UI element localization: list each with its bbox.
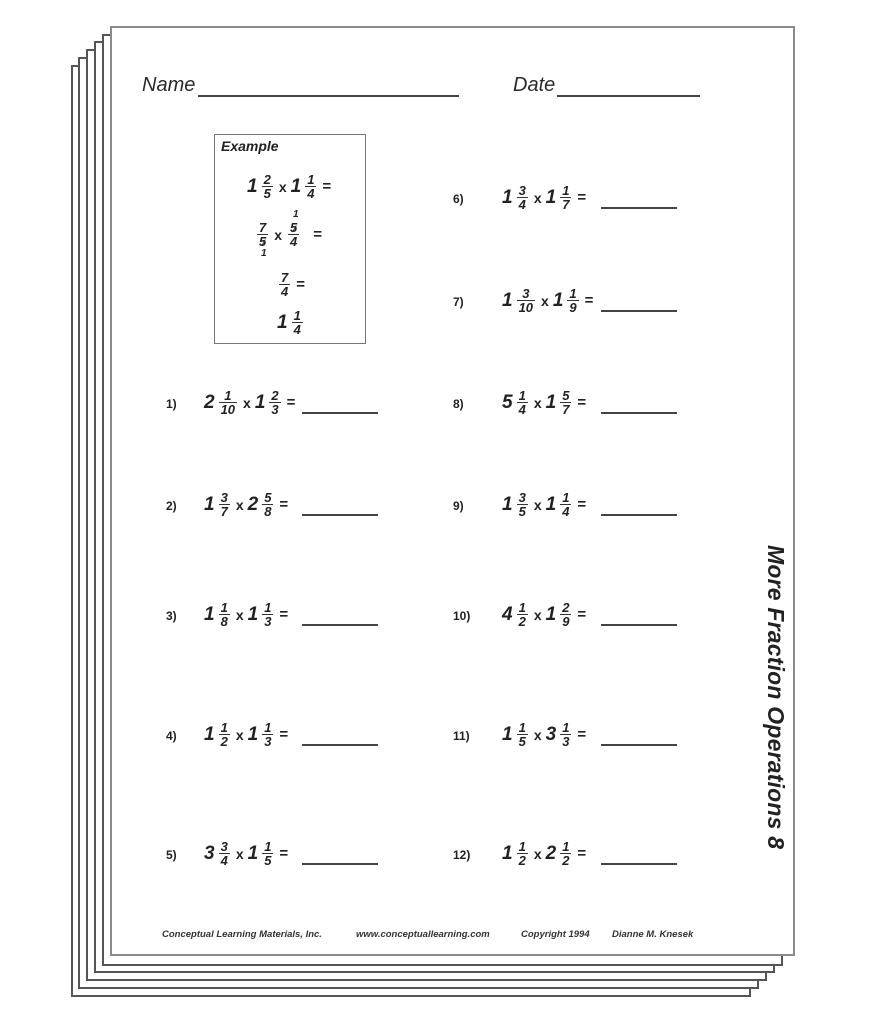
equals-sign: = <box>279 496 289 513</box>
example-line-1 <box>247 173 331 200</box>
times-sign: x <box>533 606 542 623</box>
answer-line[interactable] <box>302 412 378 414</box>
answer-line[interactable] <box>302 514 378 516</box>
example-title: Example <box>221 138 279 154</box>
fraction: $\frac{1}{4}$ <box>307 172 315 201</box>
fraction: $\frac{1}{2}$ <box>518 839 526 868</box>
whole-number: 1 <box>502 723 513 745</box>
equals-sign: = <box>584 292 594 309</box>
example-line-4 <box>277 309 305 336</box>
times-sign: x <box>235 496 244 513</box>
footer-website: www.conceptuallearning.com <box>356 929 490 940</box>
problem-number: 4) <box>166 729 177 743</box>
answer-line[interactable] <box>302 863 378 865</box>
problem-expression <box>502 287 593 314</box>
fraction: 5 1 4 <box>290 209 299 249</box>
problem-number: 11) <box>453 729 470 743</box>
equals-sign: = <box>313 226 323 243</box>
answer-line[interactable] <box>601 863 677 865</box>
fraction: $\frac{2}{5}$ <box>263 172 271 201</box>
whole-number: 1 <box>290 175 302 197</box>
whole-number: 1 <box>502 493 513 515</box>
problem-number: 6) <box>453 192 464 206</box>
whole-number: 1 <box>545 186 557 208</box>
fraction: $\frac{5}{8}$ <box>264 490 272 519</box>
fraction: $\frac{1}{3}$ <box>264 720 272 749</box>
times-sign: x <box>533 394 542 411</box>
equals-sign: = <box>322 178 332 195</box>
cancelled-digit: 5 1 <box>259 234 267 259</box>
whole-number: 1 <box>247 603 259 625</box>
fraction: $\frac{1}{2}$ <box>518 600 526 629</box>
whole-number: 1 <box>545 603 557 625</box>
answer-line[interactable] <box>302 744 378 746</box>
whole-number: 1 <box>247 175 258 197</box>
problem-expression <box>204 491 288 518</box>
whole-number: 1 <box>204 723 215 745</box>
times-sign: x <box>235 606 244 623</box>
fraction: $\frac{1}{2}$ <box>562 839 570 868</box>
fraction: $\frac{1}{10}$ <box>220 388 236 417</box>
fraction: $\frac{1}{3}$ <box>562 720 570 749</box>
fraction: $\frac{5}{7}$ <box>562 388 570 417</box>
whole-number: 1 <box>502 186 513 208</box>
equals-sign: = <box>279 606 289 623</box>
problem-number: 12) <box>453 848 471 862</box>
fraction: $\frac{1}{4}$ <box>293 308 301 337</box>
whole-number: 3 <box>545 723 557 745</box>
fraction: $\frac{1}{5}$ <box>264 839 272 868</box>
problem-expression <box>204 389 295 416</box>
fraction: $\frac{1}{2}$ <box>220 720 228 749</box>
fraction: $\frac{1}{7}$ <box>562 183 570 212</box>
fraction: $\frac{1}{4}$ <box>562 490 570 519</box>
times-sign: x <box>235 845 244 862</box>
fraction: $\frac{3}{10}$ <box>518 286 534 315</box>
problem-number: 2) <box>166 499 177 513</box>
fraction: $\frac{7}{4}$ <box>281 270 289 299</box>
date-label: Date <box>513 74 556 96</box>
whole-number: 1 <box>502 289 513 311</box>
times-sign: x <box>274 226 283 243</box>
whole-number: 2 <box>204 391 215 413</box>
worksheet-title: More Fraction Operations 8 <box>763 545 789 850</box>
whole-number: 1 <box>247 842 259 864</box>
whole-number: 3 <box>204 842 215 864</box>
fraction: $\frac{1}{5}$ <box>518 720 526 749</box>
problem-number: 9) <box>453 499 464 513</box>
answer-line[interactable] <box>601 514 677 516</box>
problem-number: 10) <box>453 609 471 623</box>
whole-number: 1 <box>204 493 215 515</box>
problem-number: 5) <box>166 848 177 862</box>
example-line-2 <box>255 209 323 259</box>
whole-number: 1 <box>204 603 215 625</box>
equals-sign: = <box>286 394 296 411</box>
problem-expression <box>502 601 586 628</box>
equals-sign: = <box>577 845 587 862</box>
times-sign: x <box>235 726 244 743</box>
whole-number: 2 <box>545 842 557 864</box>
problem-number: 7) <box>453 295 464 309</box>
times-sign: x <box>533 496 542 513</box>
answer-line[interactable] <box>302 624 378 626</box>
times-sign: x <box>278 178 287 195</box>
cancelled-digit: 5 1 <box>290 209 299 235</box>
footer-author: Dianne M. Knesek <box>612 929 694 940</box>
equals-sign: = <box>577 394 587 411</box>
equals-sign: = <box>577 496 587 513</box>
equals-sign: = <box>577 189 587 206</box>
fraction: $\frac{3}{4}$ <box>518 183 526 212</box>
answer-line[interactable] <box>601 412 677 414</box>
fraction: $\frac{1}{4}$ <box>518 388 526 417</box>
problem-expression <box>502 840 586 867</box>
fraction: $\frac{2}{9}$ <box>562 600 570 629</box>
whole-number: 2 <box>247 493 259 515</box>
times-sign: x <box>541 292 549 309</box>
answer-line[interactable] <box>601 310 677 312</box>
problem-number: 1) <box>166 397 177 411</box>
answer-line[interactable] <box>601 624 677 626</box>
fraction: 7 5 1 <box>259 220 267 259</box>
times-sign: x <box>533 726 542 743</box>
whole-number: 1 <box>502 842 513 864</box>
example-box <box>214 134 366 344</box>
whole-number: 5 <box>502 391 513 413</box>
fraction: $\frac{1}{8}$ <box>220 600 228 629</box>
name-label: Name <box>142 74 196 96</box>
whole-number: 1 <box>545 391 557 413</box>
example-line-3 <box>277 271 305 298</box>
whole-number: 1 <box>254 391 266 413</box>
whole-number: 1 <box>545 493 557 515</box>
problem-expression <box>502 184 586 211</box>
fraction: $\frac{2}{3}$ <box>271 388 279 417</box>
footer-publisher: Conceptual Learning Materials, Inc. <box>162 929 322 940</box>
fraction: $\frac{1}{9}$ <box>569 286 577 315</box>
equals-sign: = <box>279 845 289 862</box>
times-sign: x <box>533 189 542 206</box>
problem-expression <box>502 389 586 416</box>
footer-copyright: Copyright 1994 <box>521 929 590 940</box>
equals-sign: = <box>577 726 587 743</box>
equals-sign: = <box>279 726 289 743</box>
equals-sign: = <box>577 606 587 623</box>
fraction: $\frac{3}{5}$ <box>518 490 526 519</box>
whole-number: 1 <box>552 289 564 311</box>
times-sign: x <box>533 845 542 862</box>
problem-expression <box>204 721 288 748</box>
answer-line[interactable] <box>601 207 677 209</box>
problem-number: 8) <box>453 397 464 411</box>
name-field-line[interactable] <box>198 95 459 97</box>
whole-number: 4 <box>502 603 513 625</box>
fraction: $\frac{3}{4}$ <box>220 839 228 868</box>
problem-expression <box>502 491 586 518</box>
date-field-line[interactable] <box>557 95 700 97</box>
answer-line[interactable] <box>601 744 677 746</box>
problem-expression <box>204 840 288 867</box>
problem-expression <box>204 601 288 628</box>
fraction: $\frac{3}{7}$ <box>220 490 228 519</box>
equals-sign: = <box>296 276 305 293</box>
whole-number: 1 <box>277 311 288 333</box>
problem-number: 3) <box>166 609 177 623</box>
fraction: $\frac{1}{3}$ <box>264 600 272 629</box>
whole-number: 1 <box>247 723 259 745</box>
problem-expression <box>502 721 586 748</box>
times-sign: x <box>243 394 251 411</box>
